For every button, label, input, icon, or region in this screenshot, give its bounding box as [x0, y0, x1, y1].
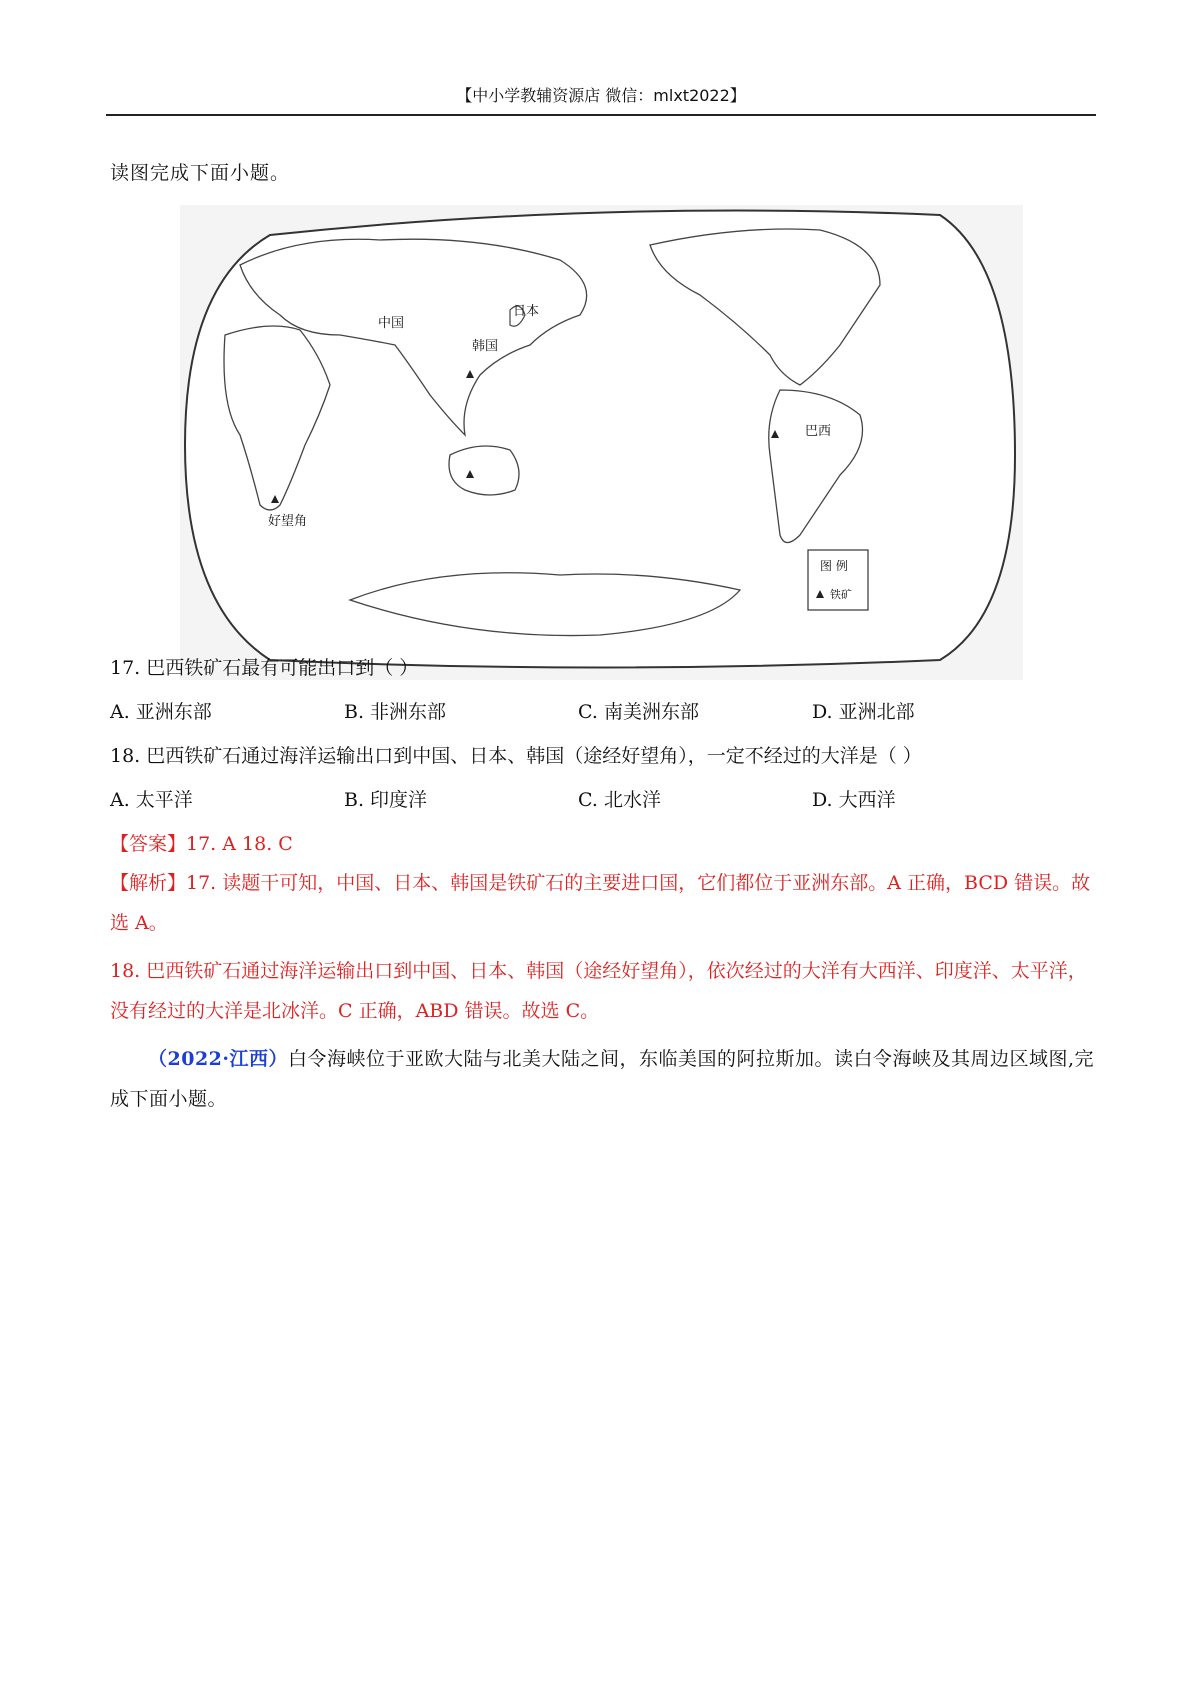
intro-text: 读图完成下面小题。 [110, 162, 291, 184]
world-map [180, 205, 1023, 680]
q17-option-c: C. 南美洲东部 [578, 701, 699, 723]
q18-option-b: B. 印度洋 [344, 789, 428, 811]
q18-option-d: D. 大西洋 [812, 789, 896, 811]
analysis-18: 18. 巴西铁矿石通过海洋运输出口到中国、日本、韩国（途经好望角），依次经过的大洋有大西洋、印度洋、太平洋，没有经过的大洋是北冰洋。C 正确，ABD 错误。故选 C。 [110, 960, 1087, 1022]
label-cape-of-good-hope: 好望角 [268, 514, 308, 529]
label-brazil: 巴西 [805, 424, 832, 439]
legend-title: 图 例 [820, 559, 848, 573]
q17-option-b: B. 非洲东部 [344, 701, 447, 723]
question-18-stem: 18. 巴西铁矿石通过海洋运输出口到中国、日本、韩国（途经好望角），一定不经过的大洋是（ ） [110, 745, 922, 767]
page-header [106, 86, 1096, 116]
label-korea: 韩国 [472, 339, 499, 354]
answer-line: 【答案】17. A 18. C [110, 833, 293, 855]
world-map-figure [180, 205, 1023, 680]
label-japan: 日本 [513, 304, 540, 319]
q18-option-a: A. 太平洋 [110, 789, 193, 811]
next-question-text: 白令海峡位于亚欧大陆与北美大陆之间，东临美国的阿拉斯加。读白令海峡及其周边区域图,完成下面小题。 [110, 1048, 1095, 1110]
next-question-intro [110, 1039, 1100, 1119]
analysis-17: 【解析】17. 读题干可知，中国、日本、韩国是铁矿石的主要进口国，它们都位于亚洲东部。A 正确，BCD 错误。故选 A。 [110, 872, 1091, 934]
question-17-stem: 17. 巴西铁矿石最有可能出口到（ ） [110, 657, 419, 679]
q17-option-d: D. 亚洲北部 [812, 701, 915, 723]
header-text: 【中小学教辅资源店 微信：mlxt2022】 [456, 86, 746, 105]
label-china: 中国 [378, 316, 405, 331]
legend-item: 铁矿 [830, 588, 852, 601]
source-tag: （2022·江西） [148, 1048, 288, 1070]
map-legend [808, 550, 868, 610]
q17-option-a: A. 亚洲东部 [110, 701, 212, 723]
q18-option-c: C. 北水洋 [578, 789, 661, 811]
